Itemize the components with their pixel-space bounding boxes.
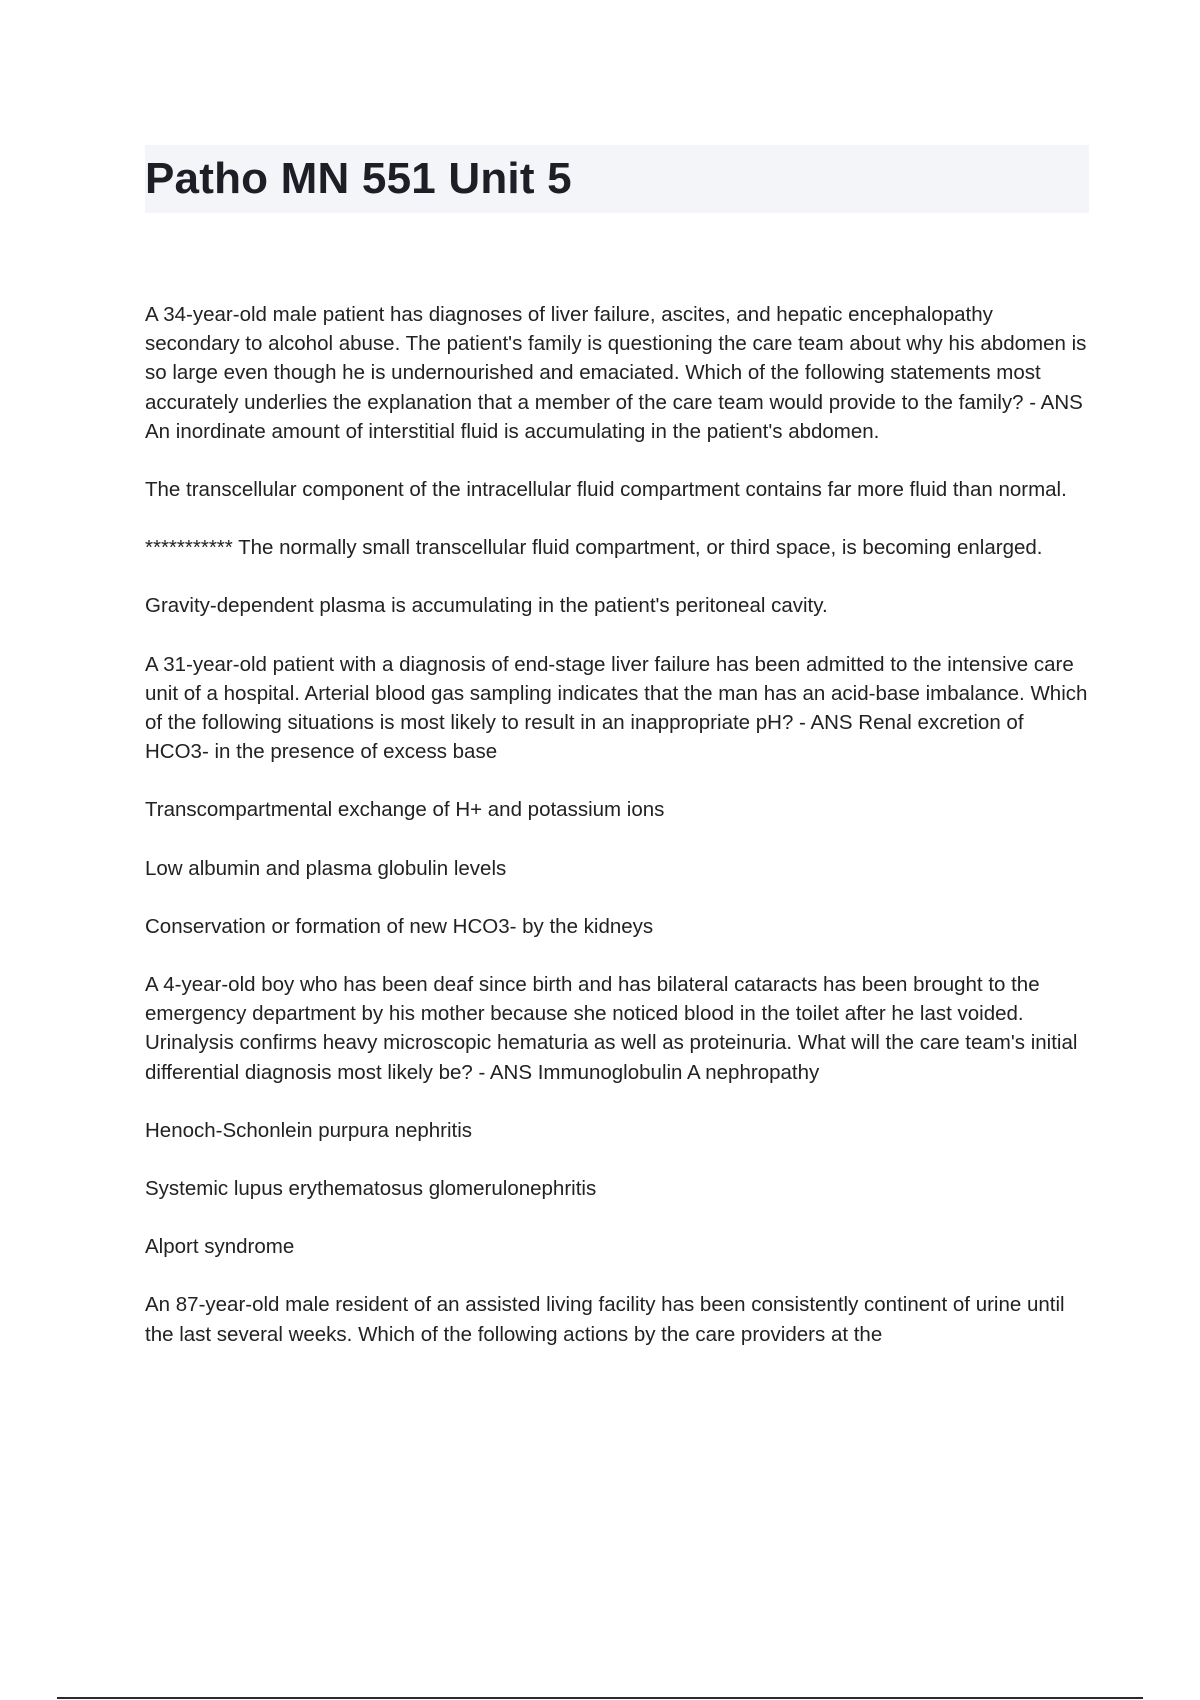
title-band: [145, 145, 1089, 213]
answer-option: Systemic lupus erythematosus glomerulonephritis: [145, 1177, 597, 1201]
answer-option: The transcellular component of the intracellular fluid compartment contains far more fluid than normal.: [145, 478, 1067, 502]
footer-divider: [57, 1697, 1143, 1699]
question-paragraph: A 4-year-old boy who has been deaf since birth and has bilateral cataracts has been brought to the emergency department by his mother because she noticed blood in the toilet after he last voided. Urinalysis confirms heavy microscopic hematuria as well as proteinuria. What will the care team's initial differential diagnosis most likely be? - ANS Immunoglobulin A nephropathy: [145, 973, 1078, 1084]
question-paragraph: A 31-year-old patient with a diagnosis of end-stage liver failure has been admitted to the intensive care unit of a hospital. Arterial blood gas sampling indicates that the man has an acid-base imbalance. Which of the following situations is most likely to result in an inappropriate pH? - ANS Renal excretion of HCO3- in the presence of excess base: [145, 652, 1088, 764]
question-paragraph: An 87-year-old male resident of an assisted living facility has been consistently continent of urine until the last several weeks. Which of the following actions by the care providers at the: [145, 1293, 1065, 1346]
answer-option: Transcompartmental exchange of H+ and potassium ions: [145, 798, 665, 822]
page-title: Patho MN 551 Unit 5: [145, 154, 572, 203]
answer-option: Conservation or formation of new HCO3- by the kidneys: [145, 914, 654, 938]
answer-option: Gravity-dependent plasma is accumulating in the patient's peritoneal cavity.: [145, 594, 828, 618]
answer-option: Henoch-Schonlein purpura nephritis: [145, 1118, 473, 1142]
document-body: [145, 300, 1089, 1378]
answer-option: *********** The normally small transcellular fluid compartment, or third space, is becoming enlarged.: [145, 536, 1043, 560]
question-paragraph: A 34-year-old male patient has diagnoses of liver failure, ascites, and hepatic encephalopathy secondary to alcohol abuse. The patient's family is questioning the care team about why his abdomen is so large even though he is undernourished and emaciated. Which of the following statements most accurately underlies the explanation that a member of the care team would provide to the family? - ANS An inordinate amount of interstitial fluid is accumulating in the patient's abdomen.: [145, 303, 1087, 443]
answer-option: Alport syndrome: [145, 1235, 295, 1259]
answer-option: Low albumin and plasma globulin levels: [145, 856, 507, 880]
